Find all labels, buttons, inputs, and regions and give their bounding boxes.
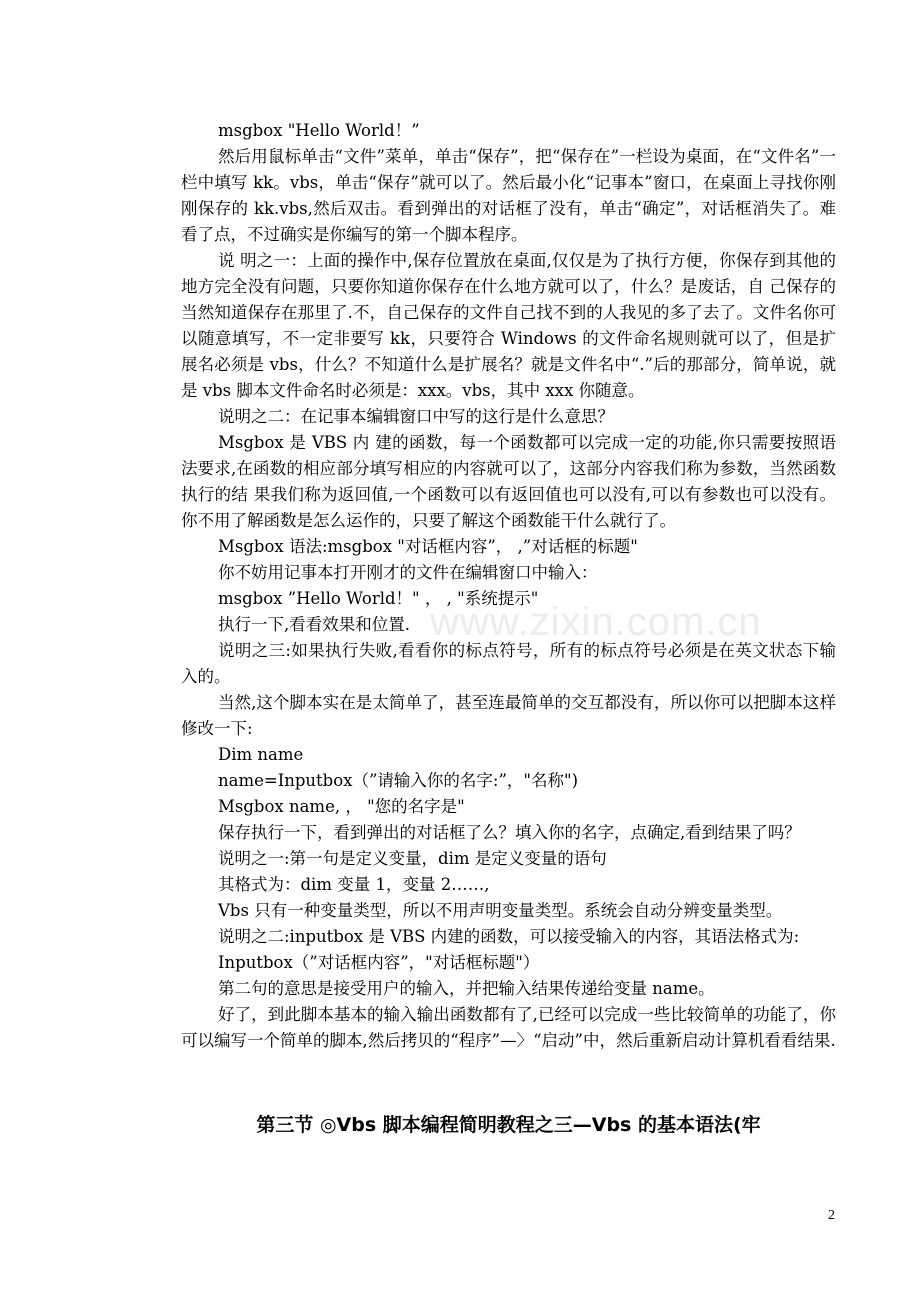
body-text	[181, 118, 836, 1054]
paragraph: 当然,这个脚本实在是太简单了，甚至连最简单的交互都没有，所以你可以把脚本这样修改一下:	[181, 693, 836, 738]
watermark: www.zixin.com.cn	[430, 600, 762, 644]
text-line: 说明之二：在记事本编辑窗口中写的这行是什么意思？	[218, 407, 614, 426]
text-line: 其格式为：dim 变量 1，变量 2……,	[218, 875, 490, 894]
page-number: 2	[828, 1208, 835, 1223]
text-line: Msgbox 语法:msgbox "对话框内容”， ,”对话框的标题"	[218, 537, 638, 556]
text-line: 执行一下,看看效果和位置.	[218, 615, 410, 634]
text-line: 说明之二:inputbox 是 VBS 内建的函数，可以接受输入的内容，其语法格式为:	[218, 927, 800, 946]
text-line: 第二句的意思是接受用户的输入，并把输入结果传递给变量 name。	[218, 979, 715, 998]
text-line: Msgbox name, ， "您的名字是"	[218, 797, 465, 816]
text-line: Vbs 只有一种变量类型，所以不用声明变量类型。系统会自动分辨变量类型。	[218, 901, 783, 920]
text-line: msgbox "Hello World！”	[218, 121, 420, 140]
text-line: name=Inputbox（”请输入你的名字:”，"名称")	[218, 771, 579, 790]
text-line: 你不妨用记事本打开刚才的文件在编辑窗口中输入：	[218, 563, 598, 582]
paragraph: 保存执行一下，看到弹出的对话框了么？填入你的名字，点确定,看到结果了吗？	[218, 823, 801, 842]
paragraph: 然后用鼠标单击“文件”菜单，单击“保存”，把“保存在”一栏设为桌面，在“文件名”一栏中填写 kk。vbs，单击“保存”就可以了。然后最小化“记事本”窗口，在桌面上寻找你刚刚保存的 kk.vbs,然后双击。看到弹出的对话框了没有，单击“确定”，对话框消失了。难看了点，不过确实是你编写的第一个脚本程序。	[181, 147, 836, 244]
paragraph: 说 明之一：上面的操作中,保存位置放在桌面,仅仅是为了执行方便，你保存到其他的地方完全没有问题，只要你知道你保存在什么地方就可以了，什么？是废话，自 己保存的当然知道保存在那里了.不，自己保存的文件自己找不到的人我见的多了去了。文件名你可以随意填写，不一定非要写 kk，只要符合 Windows 的文件命名规则就可以了，但是扩展名必须是 vbs，什么？不知道什么是扩展名？就是文件名中“.”后的那部分，简单说，就是 vbs 脚本文件命名时必须是：xxx。vbs，其中 xxx 你随意。	[181, 251, 836, 400]
text-line: 说明之一:第一句是定义变量，dim 是定义变量的语句	[218, 849, 607, 868]
text-line: Dim name	[218, 745, 304, 764]
paragraph: 好了，到此脚本基本的输入输出函数都有了,已经可以完成一些比较简单的功能了，你可以编写一个简单的脚本,然后拷贝的“程序”—〉“启动”中，然后重新启动计算机看看结果.	[181, 1005, 836, 1050]
text-line: Inputbox（”对话框内容”，"对话框标题"）	[218, 953, 540, 972]
paragraph: 说明之三:如果执行失败,看看你的标点符号，所有的标点符号必须是在英文状态下输入的。	[181, 641, 836, 686]
text-line: msgbox ”Hello World！" ， , "系统提示"	[218, 589, 539, 608]
section-heading: 第三节 ◎Vbs 脚本编程简明教程之三—Vbs 的基本语法(牢	[256, 1114, 761, 1136]
paragraph: Msgbox 是 VBS 内 建的函数，每一个函数都可以完成一定的功能,你只需要按照语法要求,在函数的相应部分填写相应的内容就可以了，这部分内容我们称为参数，当然函数执行的结 果我们称为返回值,一个函数可以有返回值也可以没有,可以有参数也可以没有。你不用了解函数是怎么运作的，只要了解这个函数能干什么就行了。	[181, 433, 836, 530]
